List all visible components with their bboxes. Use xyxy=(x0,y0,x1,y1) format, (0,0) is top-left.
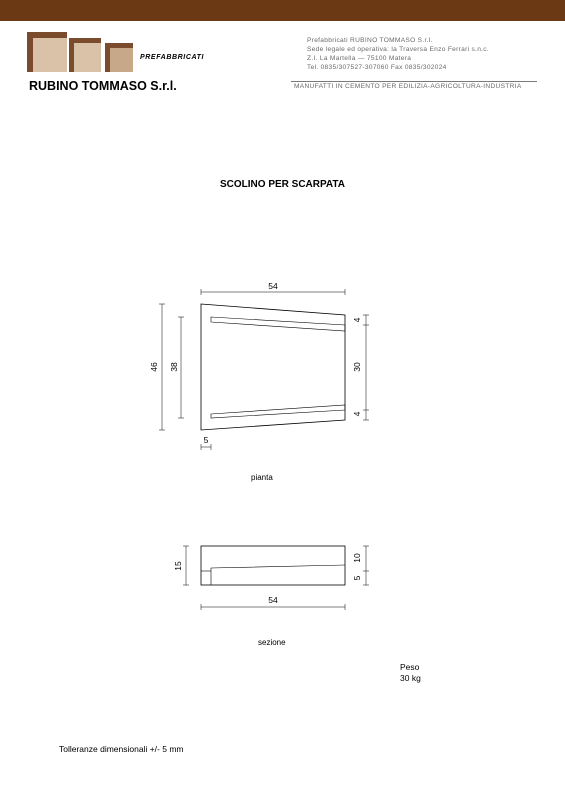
weight-value: 30 kg xyxy=(400,673,421,683)
tolerance-note: Tolleranze dimensionali +/- 5 mm xyxy=(59,744,184,754)
weight-label: Peso xyxy=(400,662,420,672)
pianta-dim-width: 54 xyxy=(268,281,278,291)
info-line: Sede legale ed operativa: la Traversa Enzo Ferrari s.n.c. xyxy=(307,46,490,53)
info-line: Z.I. La Martella — 75100 Matera xyxy=(307,55,412,62)
company-name: RUBINO TOMMASO S.r.l. xyxy=(29,79,177,93)
sezione-dim-top: 10 xyxy=(352,553,362,563)
pianta-groove-bottom xyxy=(211,405,345,418)
brand-label: PREFABBRICATI xyxy=(140,54,205,61)
pianta-dim-mid: 30 xyxy=(352,362,362,372)
sezione-step xyxy=(211,565,345,585)
sezione-dim-bottom: 5 xyxy=(352,575,362,581)
pianta-dim-top: 4 xyxy=(352,317,362,323)
pianta-caption: pianta xyxy=(251,473,273,482)
document-title: SCOLINO PER SCARPATA xyxy=(219,179,345,190)
pianta-groove-top xyxy=(211,317,345,331)
pianta-dim-offset: 5 xyxy=(203,435,209,445)
pianta-dim-bottom: 4 xyxy=(352,411,362,417)
pianta-dim-inner-height: 38 xyxy=(169,362,179,372)
info-line: Tel. 0835/307527-307060 Fax 0835/302024 xyxy=(307,64,447,71)
sezione-caption: sezione xyxy=(258,638,286,647)
pianta-dim-outer-height: 46 xyxy=(149,362,159,372)
sezione-dim-height: 15 xyxy=(173,561,183,571)
weight-info xyxy=(400,662,421,684)
info-line: Prefabbricati RUBINO TOMMASO S.r.l. xyxy=(307,37,433,44)
sezione-dim-width: 54 xyxy=(268,595,278,605)
company-tagline: MANUFATTI IN CEMENTO PER EDILIZIA-AGRICOLTURA-INDUSTRIA xyxy=(294,83,522,90)
